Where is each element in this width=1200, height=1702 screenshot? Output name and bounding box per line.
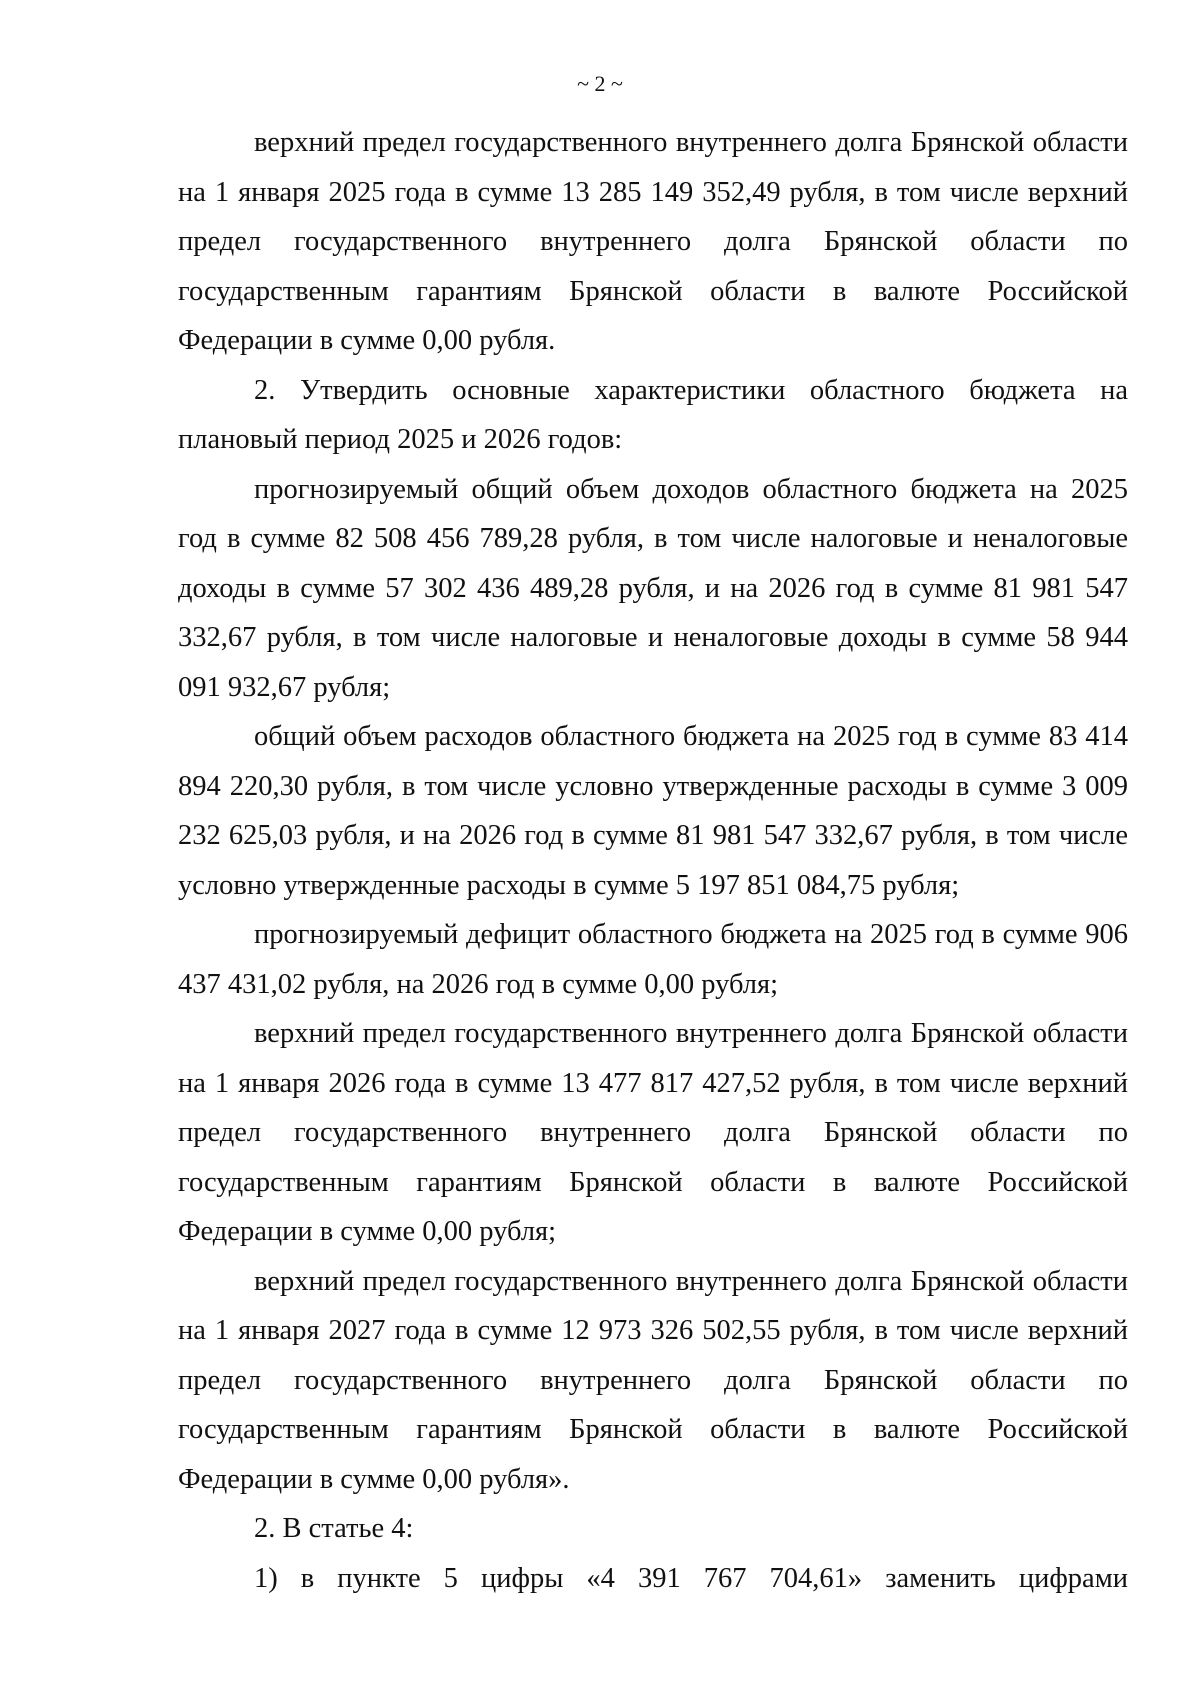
paragraph-item-2-approve-characteristics: 2. Утвердить основные характеристики областного бюджета на плановый период 2025 и 2026 годов:	[178, 374, 1128, 455]
paragraph-debt-limit-2027: верхний предел государственного внутреннего долга Брянской области на 1 января 2027 года в сумме 12 973 326 502,55 рубля, в том числе верхний предел государственного внутреннего долга Брянской области по государственным гарантиям Брянской области в валюте Российской Федерации в сумме 0,00 рубля».	[178, 1265, 1128, 1495]
paragraph-forecast-deficit: прогнозируемый дефицит областного бюджета на 2025 год в сумме 906 437 431,02 рубля, на 2026 год в сумме 0,00 рубля;	[178, 919, 1128, 1000]
paragraph-article-4: 2. В статье 4:	[254, 1513, 414, 1544]
document-body	[178, 118, 1128, 1603]
paragraph-article-4-point-5: 1) в пункте 5 цифры «4 391 767 704,61» заменить цифрами	[254, 1562, 1128, 1594]
paragraph-debt-limit-2026: верхний предел государственного внутреннего долга Брянской области на 1 января 2026 года в сумме 13 477 817 427,52 рубля, в том числе верхний предел государственного внутреннего долга Брянской области по государственным гарантиям Брянской области в валюте Российской Федерации в сумме 0,00 рубля;	[178, 1018, 1128, 1247]
paragraph-forecast-revenue: прогнозируемый общий объем доходов областного бюджета на 2025 год в сумме 82 508 456 789,28 рубля, в том числе налоговые и неналоговые доходы в сумме 57 302 436 489,28 рубля, и на 2026 год в сумме 81 981 547 332,67 рубля, в том числе налоговые и неналоговые доходы в сумме 58 944 091 932,67 рубля;	[178, 473, 1128, 703]
page-number: ~ 2 ~	[577, 71, 623, 96]
paragraph-debt-limit-2025: верхний предел государственного внутреннего долга Брянской области на 1 января 2025 года в сумме 13 285 149 352,49 рубля, в том числе верхний предел государственного внутреннего долга Брянской области по государственным гарантиям Брянской области в валюте Российской Федерации в сумме 0,00 рубля.	[178, 127, 1128, 356]
paragraph-total-expenditure: общий объем расходов областного бюджета на 2025 год в сумме 83 414 894 220,30 рубля, в том числе условно утвержденные расходы в сумме 3 009 232 625,03 рубля, и на 2026 год в сумме 81 981 547 332,67 рубля, в том числе условно утвержденные расходы в сумме 5 197 851 084,75 рубля;	[178, 721, 1128, 901]
